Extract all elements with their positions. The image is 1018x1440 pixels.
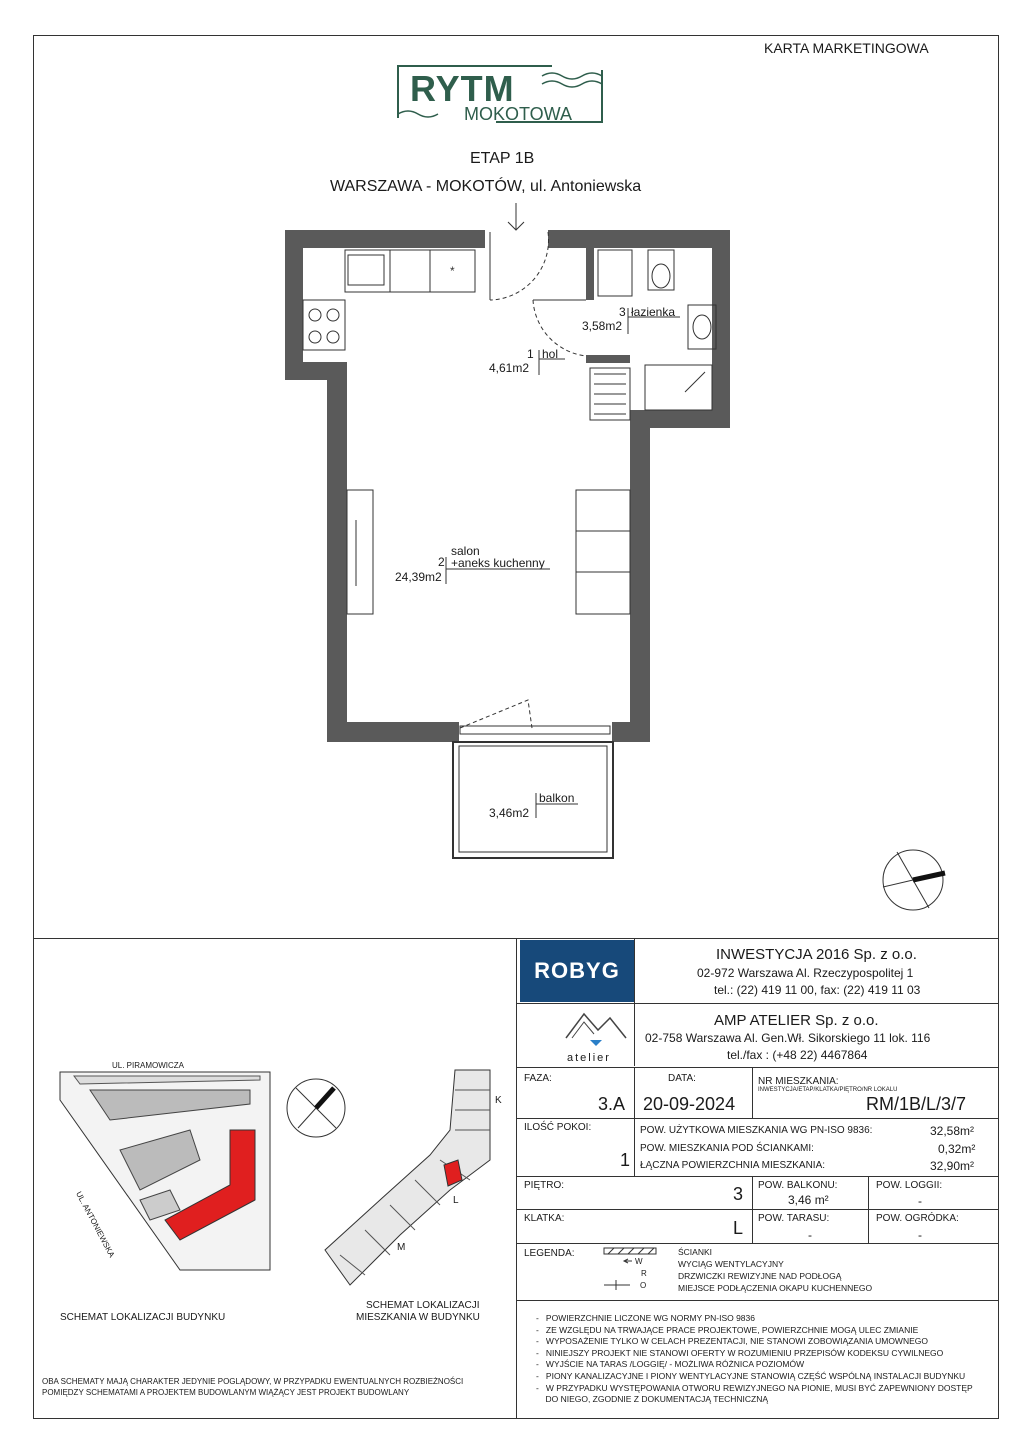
room1-number: 1 bbox=[527, 347, 534, 361]
legend-symbol-o: O bbox=[640, 1281, 647, 1290]
investor-phone: tel.: (22) 419 11 00, fax: (22) 419 11 03 bbox=[714, 983, 921, 997]
arrow-left-icon bbox=[624, 1259, 632, 1263]
room1-name: hol bbox=[542, 347, 559, 361]
room2-number: 2 bbox=[438, 555, 445, 569]
legend-symbols bbox=[600, 1246, 660, 1290]
date-label: DATA: bbox=[668, 1073, 696, 1084]
legend-item-3: MIEJSCE PODŁĄCZENIA OKAPU KUCHENNEGO bbox=[678, 1283, 873, 1293]
balcony-value: 3,46 m² bbox=[788, 1193, 829, 1207]
room2-name2: +aneks kuchenny bbox=[451, 556, 545, 570]
furniture bbox=[347, 490, 630, 614]
v-line-b bbox=[752, 1067, 753, 1118]
svg-text:*: * bbox=[450, 264, 455, 278]
legend-symbol-w: W bbox=[635, 1257, 643, 1266]
robyg-logo: ROBYG bbox=[520, 940, 634, 1002]
apt-no-sub: INWESTYCJA/ETAP/KLATKA/PIĘTRO/NR LOKALU bbox=[758, 1087, 898, 1093]
compass-icon bbox=[883, 850, 945, 910]
card-title: KARTA MARKETINGOWA bbox=[764, 40, 929, 56]
street-antoniewska: UL. ANTONIEWSKA bbox=[74, 1190, 117, 1259]
note-item: - W PRZYPADKU WYSTĘPOWANIA OTWORU REWIZYJNEGO NA PIONIE, MUSI BYĆ ZAPEWNIONY DOSTĘP bbox=[536, 1382, 973, 1393]
floor-value: 3 bbox=[733, 1184, 744, 1204]
architect-phone: tel./fax : (+48 22) 4467864 bbox=[727, 1048, 868, 1062]
floor-label: PIĘTRO: bbox=[524, 1180, 565, 1191]
legend-item-0: ŚCIANKI bbox=[678, 1247, 713, 1257]
logo-rytm-text: RYTM bbox=[410, 68, 515, 109]
note-item: - WYPOSAŻENIE TYLKO W CELACH PREZENTACJI, NIE STANOWI ZOBOWIĄZANIA UMOWNEGO bbox=[536, 1336, 928, 1347]
phase-label: FAZA: bbox=[524, 1073, 552, 1084]
loggia-value: - bbox=[918, 1194, 922, 1208]
logo-divider bbox=[634, 938, 635, 1066]
terrace-label: POW. TARASU: bbox=[758, 1213, 830, 1224]
usable-area-value: 32,58m² bbox=[930, 1124, 975, 1138]
architect-name: AMP ATELIER Sp. z o.o. bbox=[714, 1012, 879, 1029]
table-line-5 bbox=[516, 1243, 999, 1244]
building-scheme-caption: SCHEMAT LOKALIZACJI BUDYNKU bbox=[60, 1312, 226, 1323]
table-top-line bbox=[516, 1067, 999, 1068]
disclaimer-line-2: POMIĘDZY SCHEMATAMI A PROJEKTEM BUDOWLANYM WIĄŻĄCY JEST PROJEKT BUDOWLANY bbox=[42, 1388, 410, 1397]
room3-number: 3 bbox=[619, 305, 626, 319]
balcony-area: 3,46m2 bbox=[489, 806, 530, 820]
garden-label: POW. OGRÓDKA: bbox=[876, 1213, 959, 1224]
marker-l: L bbox=[453, 1195, 459, 1206]
total-area-label: ŁĄCZNA POWIERZCHNIA MIESZKANIA: bbox=[640, 1160, 826, 1171]
under-walls-label: POW. MIESZKANIA POD ŚCIANKAMI: bbox=[640, 1143, 814, 1154]
rooms-value: 1 bbox=[620, 1150, 631, 1170]
ventilation-shaft bbox=[590, 368, 630, 420]
note-item: - POWIERZCHNIE LICZONE WG NORMY PN-ISO 9836 bbox=[536, 1313, 755, 1323]
atelier-logo-text: atelier bbox=[567, 1052, 611, 1064]
building-scheme bbox=[320, 1060, 510, 1290]
balcony-name: balkon bbox=[539, 791, 575, 805]
table-line-2 bbox=[516, 1118, 999, 1119]
stage-title: ETAP 1B bbox=[470, 150, 535, 167]
table-line-6 bbox=[516, 1300, 999, 1301]
architect-address: 02-758 Warszawa Al. Gen.Wł. Sikorskiego 11 lok. 116 bbox=[645, 1031, 931, 1045]
table-line-3 bbox=[516, 1176, 999, 1177]
location-title: WARSZAWA - MOKOTÓW, ul. Antoniewska bbox=[330, 178, 642, 195]
site-scheme bbox=[40, 1060, 280, 1280]
garden-value: - bbox=[918, 1228, 922, 1242]
table-line-4 bbox=[516, 1209, 999, 1210]
atelier-logo-icon bbox=[560, 1008, 630, 1052]
note-item: DO NIEGO, ZGODNIE Z DOKUMENTACJĄ TECHNICZNĄ bbox=[545, 1394, 769, 1405]
investor-address: 02-972 Warszawa Al. Rzeczypospolitej 1 bbox=[697, 966, 914, 980]
under-walls-value: 0,32m² bbox=[938, 1142, 976, 1156]
notes-list bbox=[536, 1313, 973, 1406]
room3-name: łazienka bbox=[631, 305, 676, 319]
date-value: 20-09-2024 bbox=[643, 1094, 736, 1114]
street-piramowicza: UL. PIRAMOWICZA bbox=[112, 1061, 185, 1070]
usable-area-label: POW. UŻYTKOWA MIESZKANIA WG PN-ISO 9836: bbox=[640, 1125, 873, 1136]
rooms-label: ILOŚĆ POKOI: bbox=[524, 1122, 592, 1133]
v-line-c bbox=[634, 1118, 635, 1176]
note-item: - PIONY KANALIZACYJNE I PIONY WENTYLACYJNE STANOWIĄ CZĘŚĆ WSPÓLNĄ INSTALACJI BUDYNKU bbox=[536, 1370, 966, 1381]
v-line-d bbox=[752, 1176, 753, 1243]
note-item: - NINIEJSZY PROJEKT NIE STANOWI OFERTY W ROZUMIENIU PRZEPISÓW KODEKSU CYWILNEGO bbox=[536, 1347, 944, 1358]
balcony-label: POW. BALKONU: bbox=[758, 1180, 838, 1191]
investor-divider bbox=[516, 1003, 999, 1004]
legend-symbol-r: R bbox=[641, 1269, 647, 1278]
kitchen bbox=[303, 250, 475, 350]
v-line-a bbox=[634, 1067, 635, 1118]
marker-k: K bbox=[495, 1095, 502, 1106]
room3-area: 3,58m2 bbox=[582, 319, 623, 333]
room1-area: 4,61m2 bbox=[489, 361, 530, 375]
apartment-scheme-caption-1: SCHEMAT LOKALIZACJI bbox=[366, 1300, 480, 1311]
staircase-label: KLATKA: bbox=[524, 1213, 565, 1224]
investor-name: INWESTYCJA 2016 Sp. z o.o. bbox=[716, 946, 917, 963]
staircase-value: L bbox=[733, 1218, 744, 1238]
left-right-divider bbox=[516, 938, 517, 1419]
room2-area: 24,39m2 bbox=[395, 570, 442, 584]
disclaimer-line-1: OBA SCHEMATY MAJĄ CHARAKTER JEDYNIE POGLĄDOWY, W PRZYPADKU EWENTUALNYCH ROZBIEŻNOŚCI bbox=[42, 1377, 464, 1386]
legend-item-2: DRZWICZKI REWIZYJNE NAD PODŁOGĄ bbox=[678, 1271, 842, 1281]
terrace-value: - bbox=[808, 1228, 812, 1242]
loggia-label: POW. LOGGII: bbox=[876, 1180, 943, 1191]
logo-mokotowa-text: MOKOTOWA bbox=[464, 104, 572, 124]
note-item: - WYJŚCIE NA TARAS /LOGGIĘ/ - MOŻLIWA RÓŻNICA POZIOMÓW bbox=[536, 1359, 805, 1370]
apartment-scheme-caption-2: MIESZKANIA W BUDYNKU bbox=[356, 1312, 480, 1323]
phase-value: 3.A bbox=[598, 1094, 626, 1114]
room2-name: salon bbox=[451, 544, 480, 558]
legend-title: LEGENDA: bbox=[524, 1248, 575, 1259]
apt-no-value: RM/1B/L/3/7 bbox=[866, 1094, 967, 1114]
marker-m: M bbox=[397, 1242, 406, 1253]
v-line-e bbox=[868, 1176, 869, 1243]
total-area-value: 32,90m² bbox=[930, 1159, 975, 1173]
apt-no-label: NR MIESZKANIA: bbox=[758, 1076, 839, 1087]
legend-item-1: WYCIĄG WENTYLACYJNY bbox=[678, 1259, 784, 1269]
note-item: - ZE WZGLĘDU NA TRWAJĄCE PRACE PROJEKTOWE, POWIERZCHNIE MOGĄ ULEC ZMIANIE bbox=[536, 1324, 919, 1335]
